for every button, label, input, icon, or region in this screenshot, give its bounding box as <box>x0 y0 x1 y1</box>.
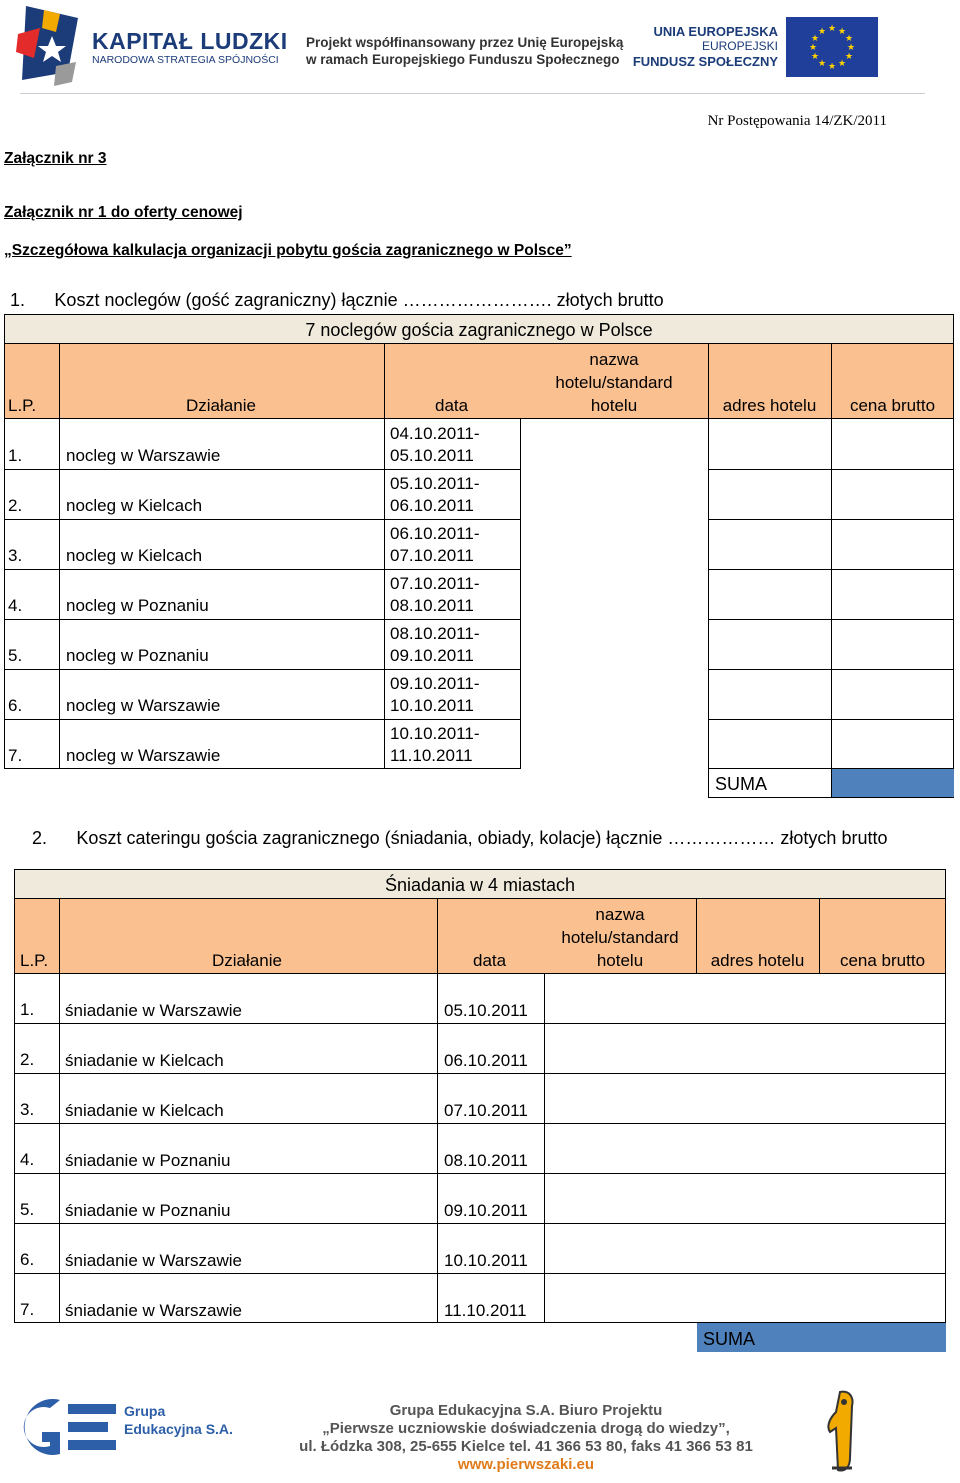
s2-header-price: cena brutto <box>839 951 926 970</box>
s1-row5-date1: 08.10.2011- <box>390 624 480 643</box>
grupa-edukacyjna-name <box>124 1402 233 1438</box>
s2-hdr-sep-2 <box>437 898 438 974</box>
s1-row7-action: nocleg w Warszawie <box>66 746 221 765</box>
s1-col-sep-2 <box>384 419 385 769</box>
s1-header-address: adres hotelu <box>722 396 817 415</box>
eu-line-2: EUROPEJSKI <box>701 39 778 53</box>
s1-row6-date1: 09.10.2011- <box>390 674 480 693</box>
footer-line-3: ul. Łódzka 308, 25-655 Kielce tel. 41 366 53 80, faks 41 366 53 81 <box>299 1438 753 1455</box>
s1-row-line-6 <box>4 719 520 720</box>
eu-line-1: UNIA EUROPEJSKA <box>653 24 778 39</box>
s1-col-sep-4 <box>708 419 709 797</box>
s1-sum-label: SUMA <box>715 774 768 794</box>
footer-website-link[interactable]: www.pierwszaki.eu <box>457 1456 595 1473</box>
svg-text:★: ★ <box>817 59 827 69</box>
s2-row7-lp: 7. <box>20 1300 35 1319</box>
s2-row3-action: śniadanie w Kielcach <box>65 1101 224 1120</box>
s2-row-line-4 <box>14 1173 946 1174</box>
s1-row7-date1: 10.10.2011- <box>390 724 480 743</box>
s1-header-hotel-3: hotelu <box>590 396 638 415</box>
section2-banner-text: Śniadania w 4 miastach <box>384 875 576 895</box>
s2-header-hotel-1: nazwa <box>595 905 645 924</box>
s1-row4-lp: 4. <box>8 596 23 615</box>
s1-row2-action: nocleg w Kielcach <box>66 496 203 515</box>
s2-row-line-3 <box>14 1123 946 1124</box>
s2-row5-date: 09.10.2011 <box>444 1201 528 1220</box>
ge-name-line-1: Grupa <box>124 1403 166 1419</box>
s1-header-price: cena brutto <box>849 396 936 415</box>
s1-row1-date1: 04.10.2011- <box>390 424 480 443</box>
s1-header-action: Działanie <box>186 396 256 415</box>
s2-header-hotel-2: hotelu/standard <box>561 928 679 947</box>
s1-header-hotel-1: nazwa <box>589 350 639 369</box>
s1-row1-lp: 1. <box>8 446 23 465</box>
s1-row4-date2: 08.10.2011 <box>390 596 474 615</box>
s2-header-action: Działanie <box>212 951 282 970</box>
s2-row4-lp: 4. <box>20 1150 35 1169</box>
eu-line-3: FUNDUSZ SPOŁECZNY <box>632 54 778 69</box>
procedure-number: Nr Postępowania 14/ZK/2011 <box>707 113 887 129</box>
s2-row3-lp: 3. <box>20 1100 35 1119</box>
s1-header-lp: L.P. <box>8 396 37 415</box>
s1-row7-date2: 11.10.2011 <box>390 746 473 765</box>
s1-row3-action: nocleg w Kielcach <box>66 546 203 565</box>
s2-row1-action: śniadanie w Warszawie <box>65 1001 242 1020</box>
s1-row-line-2 <box>4 519 520 520</box>
document-subtitle: „Szczegółowa kalkulacja organizacji pobytu gościa zagranicznego w Polsce” <box>4 242 572 259</box>
section1-banner-text: 7 noclegów gościa zagranicznego w Polsce <box>305 320 653 340</box>
s1-header-hotel-2: hotelu/standard <box>555 373 673 392</box>
s2-row7-date: 11.10.2011 <box>444 1301 527 1320</box>
s1-row4-action: nocleg w Poznaniu <box>66 596 209 615</box>
svg-text:★: ★ <box>837 27 847 37</box>
grupa-edukacyjna-logo-icon <box>12 1392 120 1462</box>
section1-title-text: Koszt noclegów (gość zagraniczny) łącznie ……………………. złotych brutto <box>54 290 664 310</box>
s1-col-sep-3 <box>520 419 521 769</box>
s2-hdr-sep-1 <box>59 898 60 974</box>
s1-row6-lp: 6. <box>8 696 23 715</box>
s2-header-address: adres hotelu <box>710 951 805 970</box>
svg-text:★: ★ <box>844 52 854 62</box>
s2-right-border <box>945 974 946 1322</box>
s1-row-line-5 <box>4 669 520 670</box>
s1-hdr-sep-1 <box>59 343 60 419</box>
s2-header-lp: L.P. <box>20 951 49 970</box>
s2-row7-action: śniadanie w Warszawie <box>65 1301 242 1320</box>
s1-row-line-1b <box>708 469 954 470</box>
svg-text:★: ★ <box>827 62 837 72</box>
s1-row3-lp: 3. <box>8 546 23 565</box>
s2-header-hotel-3: hotelu <box>596 951 644 970</box>
s2-row6-action: śniadanie w Warszawie <box>65 1251 242 1270</box>
s2-row2-action: śniadanie w Kielcach <box>65 1051 224 1070</box>
s1-row5-date2: 09.10.2011 <box>390 646 474 665</box>
s1-hdr-sep-2 <box>384 343 385 419</box>
section2-number: 2. <box>32 828 48 848</box>
s2-row3-date: 07.10.2011 <box>444 1101 528 1120</box>
footer-line-2: „Pierwsze uczniowskie doświadczenia drogą do wiedzy”, <box>322 1420 730 1437</box>
s1-row3-date2: 07.10.2011 <box>390 546 474 565</box>
s2-row5-lp: 5. <box>20 1200 35 1219</box>
s2-row4-action: śniadanie w Poznaniu <box>65 1151 231 1170</box>
svg-text:★: ★ <box>846 43 856 53</box>
s1-header-date: data <box>435 396 469 415</box>
section1-title <box>10 290 664 311</box>
section2-title <box>32 828 887 849</box>
s2-header-date: data <box>473 951 507 970</box>
s2-row1-lp: 1. <box>20 1000 35 1019</box>
ge-name-line-2: Edukacyjna S.A. <box>124 1421 233 1437</box>
s1-row-line-3b <box>708 569 954 570</box>
section2-title-text: Koszt cateringu gościa zagranicznego (śniadania, obiady, kolacje) łącznie ……………… złotych brutto <box>76 828 888 848</box>
s1-row2-date2: 06.10.2011 <box>390 496 474 515</box>
footer-contact <box>286 1402 766 1474</box>
s1-row-line-1 <box>4 469 520 470</box>
s1-row7-lp: 7. <box>8 746 23 765</box>
s1-left-border <box>4 419 5 769</box>
s2-row-line-6 <box>14 1273 946 1274</box>
s2-row-line-5 <box>14 1223 946 1224</box>
footer-line-1: Grupa Edukacyjna S.A. Biuro Projektu <box>389 1402 663 1419</box>
s1-row-line-4b <box>708 619 954 620</box>
page-footer <box>0 1380 960 1483</box>
s1-row-line-6b <box>708 719 954 720</box>
svg-text:★: ★ <box>837 59 847 69</box>
s1-row4-date1: 07.10.2011- <box>390 574 480 593</box>
project-line-1: Projekt współfinansowany przez Unię Europejską <box>306 35 624 50</box>
svg-text:★: ★ <box>817 27 827 37</box>
s1-row5-lp: 5. <box>8 646 23 665</box>
s2-row5-action: śniadanie w Poznaniu <box>65 1201 231 1220</box>
s1-row-line-7 <box>4 768 520 769</box>
s2-col-sep-2 <box>437 974 438 1322</box>
s1-sum-bottom <box>708 797 954 798</box>
header-divider <box>20 93 925 94</box>
s1-col-sep-1 <box>59 419 60 769</box>
eu-text <box>633 24 778 69</box>
s2-row2-lp: 2. <box>20 1050 35 1069</box>
kapital-ludzki-title: KAPITAŁ LUDZKI <box>92 28 288 54</box>
svg-text:★: ★ <box>844 34 854 44</box>
s2-left-border <box>14 974 15 1322</box>
s2-row2-date: 06.10.2011 <box>444 1051 528 1070</box>
s2-col-sep-1 <box>59 974 60 1322</box>
svg-text:★: ★ <box>810 34 820 44</box>
s2-row1-date: 05.10.2011 <box>444 1001 528 1020</box>
s1-row-line-5b <box>708 669 954 670</box>
s1-row-line-2b <box>708 519 954 520</box>
svg-text:★: ★ <box>808 43 818 53</box>
s2-row-line-2 <box>14 1073 946 1074</box>
mascot-figure-icon <box>822 1388 862 1474</box>
s1-sum-cell <box>832 769 954 797</box>
eu-flag-icon <box>786 17 878 77</box>
s1-row-line-3 <box>4 569 520 570</box>
s1-row6-action: nocleg w Warszawie <box>66 696 221 715</box>
page-header <box>0 0 960 96</box>
project-line-2: w ramach Europejskiego Funduszu Społecznego <box>306 52 620 67</box>
s2-col-sep-3 <box>544 974 545 1322</box>
s2-row6-date: 10.10.2011 <box>444 1251 528 1270</box>
attachment-3-heading: Załącznik nr 3 <box>4 150 107 167</box>
section1-number: 1. <box>10 290 26 310</box>
s1-col-sep-5 <box>831 419 832 797</box>
project-cofinancing-text <box>306 34 623 68</box>
s1-row3-date1: 06.10.2011- <box>390 524 480 543</box>
s2-sum-label: SUMA <box>703 1329 756 1349</box>
kapital-ludzki-logo-icon <box>16 2 86 86</box>
s1-row1-date2: 05.10.2011 <box>390 446 474 465</box>
s1-row6-date2: 10.10.2011 <box>390 696 474 715</box>
kapital-ludzki-subtitle: NARODOWA STRATEGIA SPÓJNOŚCI <box>92 54 279 66</box>
svg-text:★: ★ <box>827 24 837 34</box>
s1-row2-lp: 2. <box>8 496 23 515</box>
attachment-1-heading: Załącznik nr 1 do oferty cenowej <box>4 204 243 221</box>
s1-row2-date1: 05.10.2011- <box>390 474 480 493</box>
s1-right-border <box>953 419 954 797</box>
s1-row-line-4 <box>4 619 520 620</box>
s2-row4-date: 08.10.2011 <box>444 1151 528 1170</box>
s2-row-line-1 <box>14 1023 946 1024</box>
s1-row5-action: nocleg w Poznaniu <box>66 646 209 665</box>
s2-row6-lp: 6. <box>20 1250 35 1269</box>
svg-text:★: ★ <box>810 52 820 62</box>
s1-row1-action: nocleg w Warszawie <box>66 446 221 465</box>
